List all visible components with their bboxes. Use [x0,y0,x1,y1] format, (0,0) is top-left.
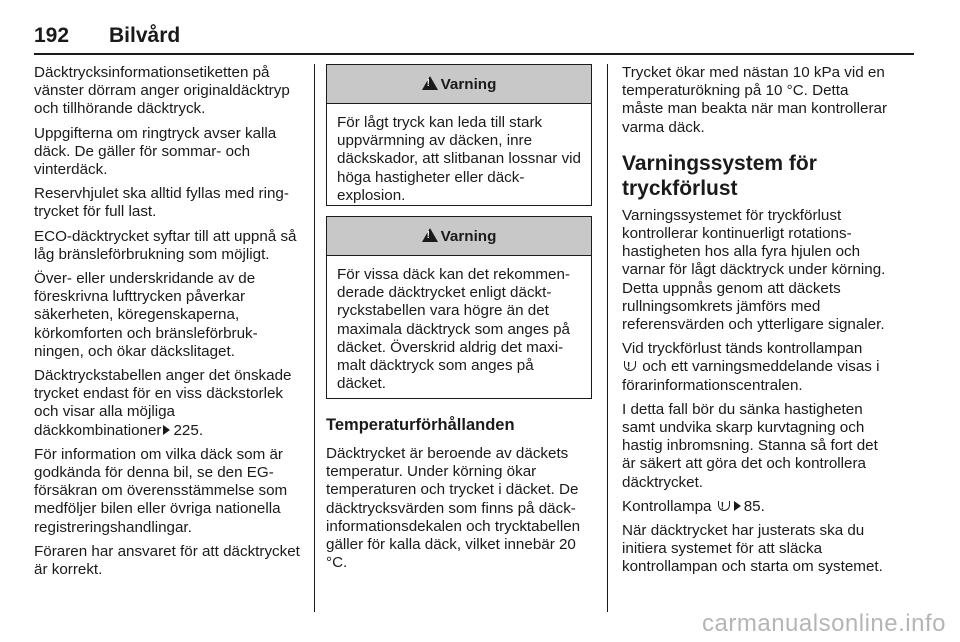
page-number: 192 [34,24,70,47]
warning-header [327,65,591,104]
column-right [622,64,890,583]
paragraph: När däcktrycket har justerats ska du initiera systemet för att släcka kontrollampan och starta om systemet. [622,522,883,576]
section-heading: Varningssystem för tryckförlust [622,151,817,200]
tire-pressure-warning-icon [623,361,637,372]
paragraph [622,498,890,516]
paragraph-text: och ett varningsmeddelande visas i förarinformationscentralen. [622,358,880,394]
watermark: carmanualsonline.info [702,610,946,637]
paragraph: Föraren har ansvaret för att däcktrycket är korrekt. [34,542,300,579]
warning-box [326,64,592,206]
column-divider-1 [314,64,315,612]
paragraph [622,340,890,395]
paragraph: Däcktrycksinformationsetiketten på vänster dörram anger originaldäcktryp och tillhörande däcktryck. [34,64,290,118]
warning-body [327,104,591,216]
paragraph: ECO-däcktrycket syftar till att uppnå så låg bränsleförbrukning som möjligt. [34,227,297,263]
warning-box [326,216,592,399]
warning-text: För lågt tryck kan leda till stark uppvärmning av däcken, inre däckskador, att slitbanan lossnar vid höga hastigheter eller däckexplosion. [337,114,581,204]
page-reference-arrow-icon [163,425,170,435]
paragraph-text: Kontrollampa [622,497,712,515]
warning-text: För vissa däck kan det rekommenderade däcktrycket enligt däcktryckstabellen vara högre än det maximala däcktryck som anges på däcket. Överskrid aldrig det maximalt däcktryck som anges på däcket. [337,266,570,393]
warning-header [327,217,591,256]
paragraph: Reservhjulet ska alltid fyllas med ringtrycket för full last. [34,185,289,221]
paragraph: För information om vilka däck som är godkända för denna bil, se den EG-försäkran om överensstämmelse som medföljer bilen eller övriga nationella registreringshandlingar. [34,445,288,536]
paragraph: Varningssystemet för tryckförlust kontrollerar kontinuerligt rotationshastigheten hos alla fyra hjulen och varnar för lågt däcktryck under körning. Detta uppnås genom att däckets rullningsomkrets jämförs med referensvärden och ytterligare signaler. [622,206,886,334]
column-divider-2 [607,64,608,612]
paragraph: Uppgifterna om ringtryck avser kalla däck. De gäller för sommar- och vinterdäck. [34,124,277,179]
tire-pressure-warning-icon [717,501,731,512]
header-rule [34,53,914,55]
paragraph-text: Däcktryckstabellen anger det önskade trycket endast för en viss däckstorlek och visar alla möjliga däckkombinationer [34,367,292,439]
paragraph: Över- eller underskridande av de föreskrivna lufttrycken påverkar säkerheten, köregenskaperna, körkomforten och bränsleförbrukningen, och ökar däckslitaget. [34,270,258,360]
warning-title: Varning [440,227,497,245]
column-left [34,64,302,585]
subsection-heading: Temperaturförhållanden [326,416,515,434]
page-reference[interactable]: 85. [743,497,765,515]
warning-title: Varning [440,75,497,93]
warning-triangle-icon [422,228,438,242]
page-reference-arrow-icon [734,501,741,511]
paragraph: Trycket ökar med nästan 10 kPa vid en temperaturökning på 10 °C. Detta måste man beakta när man kontrollerar varma däck. [622,64,888,136]
page-reference[interactable]: 225. [173,421,204,439]
warning-body [327,256,591,404]
column-middle [326,64,592,578]
paragraph: I detta fall bör du sänka hastigheten samt undvika skarp kurvtagning och hastig inbromsning. Stanna så fort det är säkert att göra det och kontrollera däcktrycket. [622,400,878,491]
section-title: Bilvård [109,24,181,47]
paragraph: Däcktrycket är beroende av däckets temperatur. Under körning ökar temperaturen och trycket i däcket. De däcktrycksvärden som finns på däckinformationsdekalen och trycktabellen gäller för kalla däck, vilket innebär 20 °C. [326,445,581,572]
warning-triangle-icon [422,76,438,90]
paragraph-text: Vid tryckförlust tänds kontrollampan [622,340,863,358]
page-header [34,24,914,54]
paragraph [34,367,302,440]
